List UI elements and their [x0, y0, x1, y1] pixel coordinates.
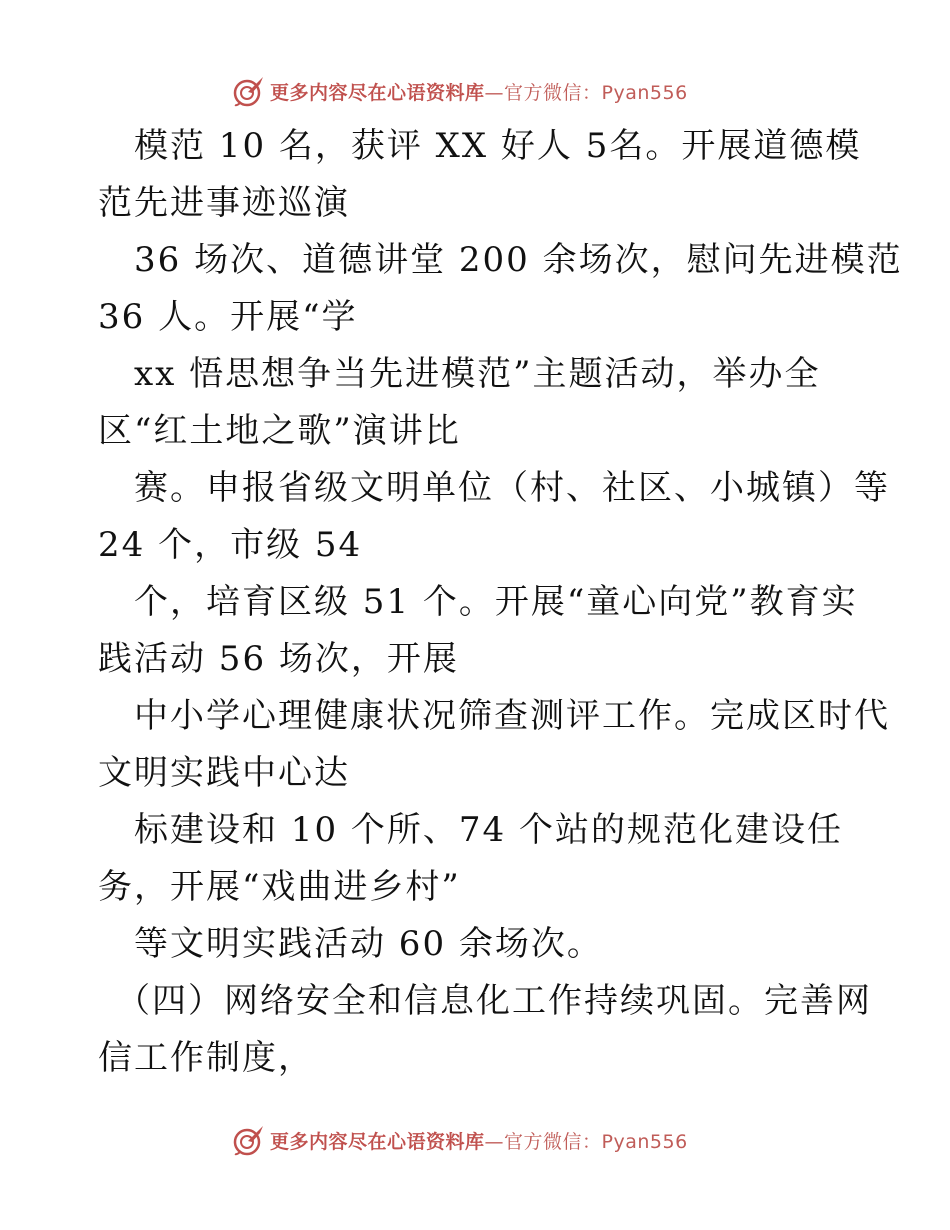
text-line: 36 场次、道德讲堂 200 余场次，慰问先进模范 — [134, 240, 903, 280]
watermark-footer — [232, 1123, 688, 1157]
text-line: 模范 10 名，获评 XX 好人 5名。开展道德模 — [134, 126, 862, 166]
text-line: 区“红土地之歌”演讲比 — [98, 411, 461, 451]
watermark-main: 更多内容尽在心语资料库 — [270, 81, 485, 104]
text-line: 文明实践中心达 — [98, 753, 350, 793]
watermark-text — [270, 1127, 688, 1154]
quill-logo-icon — [232, 1123, 266, 1157]
watermark-contact: —官方微信：Pyan556 — [484, 81, 688, 104]
text-line: 践活动 56 场次，开展 — [98, 639, 459, 679]
text-line: 赛。申报省级文明单位（村、社区、小城镇）等 — [134, 468, 890, 508]
watermark-header — [232, 74, 688, 108]
text-line: xx 悟思想争当先进模范”主题活动，举办全 — [134, 354, 821, 394]
text-line: （四）网络安全和信息化工作持续巩固。完善网 — [116, 981, 872, 1021]
text-line: 36 人。开展“学 — [98, 297, 358, 337]
watermark-text — [270, 78, 688, 105]
watermark-main: 更多内容尽在心语资料库 — [270, 1130, 485, 1153]
text-line: 24 个，市级 54 — [98, 525, 363, 565]
text-line: 范先进事迹巡演 — [98, 183, 350, 223]
text-line: 个，培育区级 51 个。开展“童心向党”教育实 — [134, 582, 858, 622]
quill-logo-icon — [232, 74, 266, 108]
text-line: 信工作制度， — [98, 1038, 314, 1078]
watermark-contact: —官方微信：Pyan556 — [484, 1130, 688, 1153]
text-line: 中小学心理健康状况筛查测评工作。完成区时代 — [134, 696, 890, 736]
text-line: 标建设和 10 个所、74 个站的规范化建设任 — [134, 810, 843, 850]
text-line: 务，开展“戏曲进乡村” — [98, 867, 461, 907]
text-line: 等文明实践活动 60 余场次。 — [134, 924, 603, 964]
